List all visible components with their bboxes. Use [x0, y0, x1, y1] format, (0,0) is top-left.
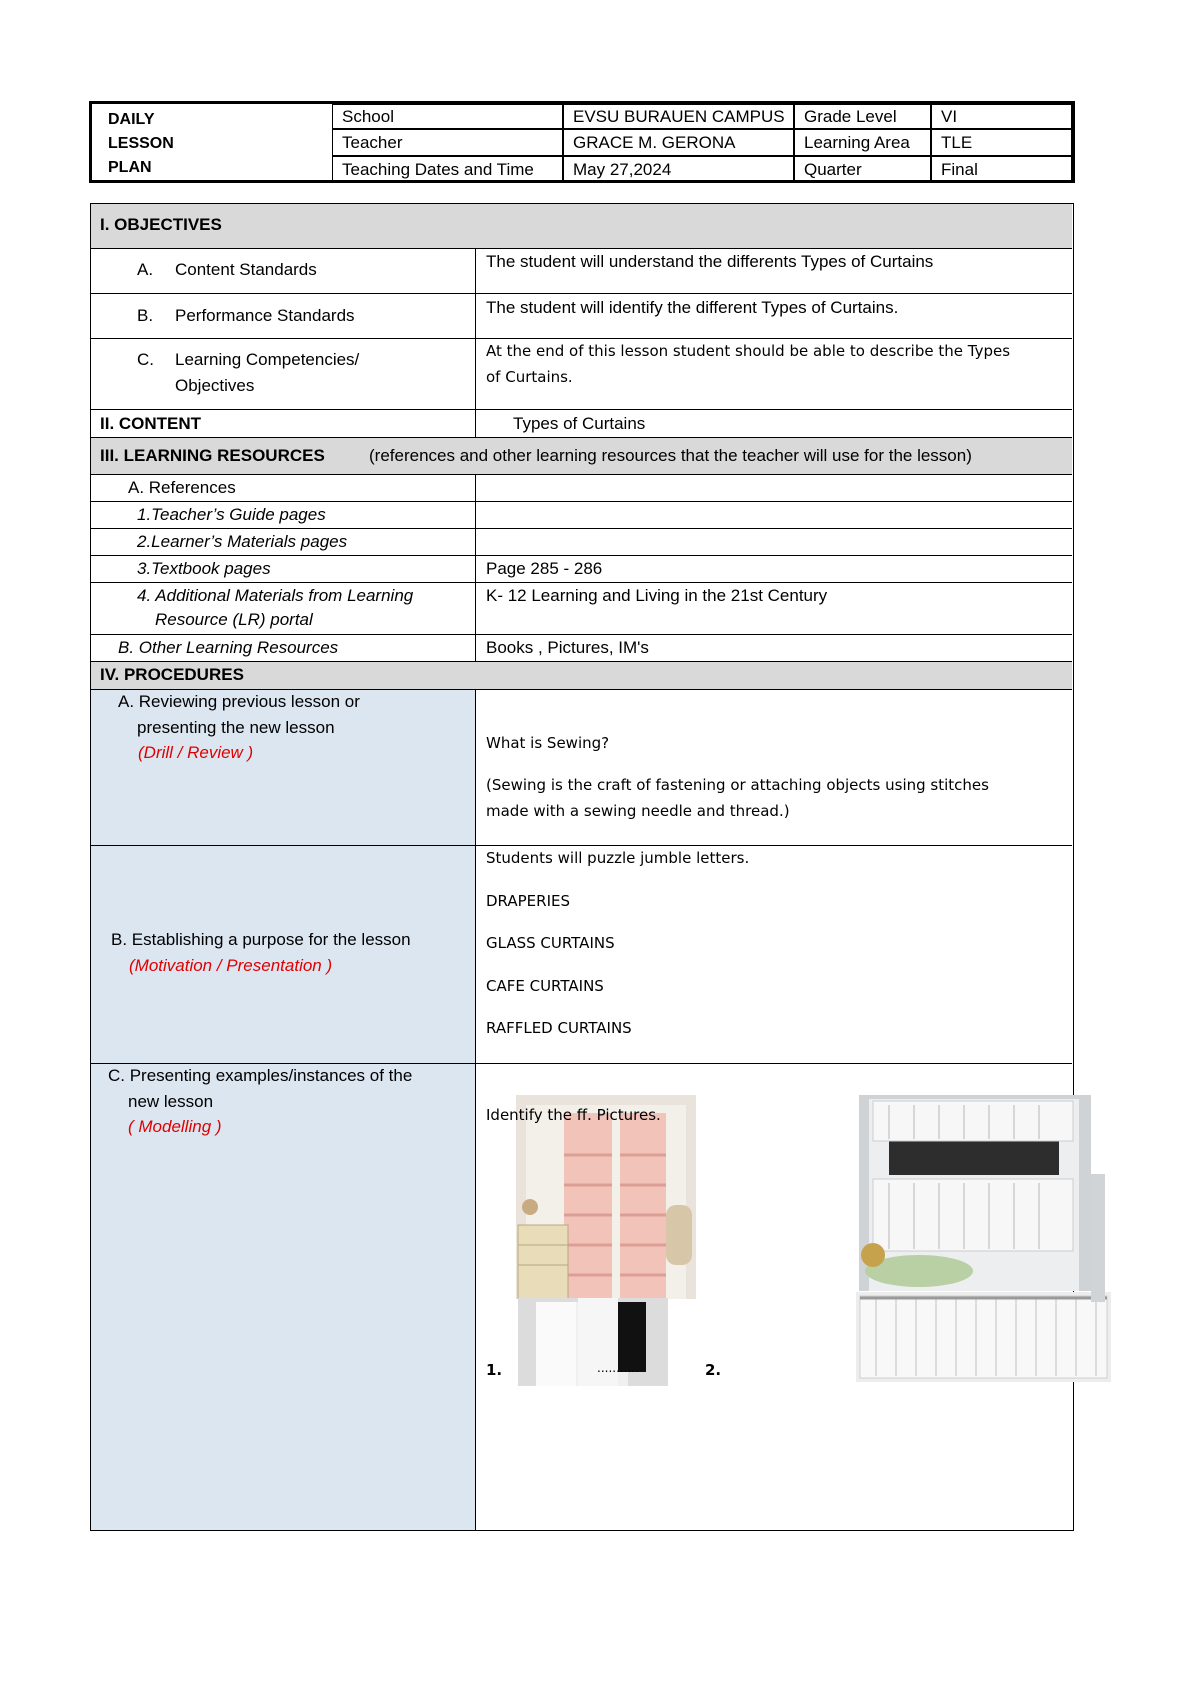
- content-value: Types of Curtains: [513, 414, 646, 433]
- answer-blank-1: ...........: [597, 1361, 639, 1375]
- learning-area-value: TLE: [931, 129, 1072, 156]
- learning-competencies-title-2: Objectives: [175, 376, 255, 395]
- quarter-label: Quarter: [794, 156, 931, 181]
- sewing-answer-2: made with a sewing needle and thread.): [486, 802, 790, 820]
- learning-resources-note: (references and other learning resources that the teacher will use for the lesson): [369, 446, 972, 465]
- teachers-guide-row: [91, 502, 1072, 529]
- procedure-a-row: [91, 690, 1072, 846]
- procedure-b-row: [91, 846, 1072, 1064]
- additional-materials-row: [91, 583, 1072, 635]
- pink-ruffled-curtain-image: [516, 1095, 696, 1299]
- sewing-answer-1: (Sewing is the craft of fastening or attaching objects using stitches: [486, 776, 989, 794]
- teachers-guide-label: 1.Teacher’s Guide pages: [137, 505, 326, 524]
- jumble-word: CAFE CURTAINS: [486, 977, 604, 995]
- white-blackout-curtain-image: [518, 1298, 668, 1386]
- image-edge: [1091, 1174, 1105, 1302]
- procedure-b-label-cell: [91, 846, 475, 1063]
- procedures-heading: IV. PROCEDURES: [100, 665, 244, 684]
- procedure-c-title-2: new lesson: [128, 1092, 214, 1111]
- grade-level-label: Grade Level: [794, 104, 931, 129]
- lesson-plan-table: [90, 203, 1074, 1531]
- jumble-word: GLASS CURTAINS: [486, 934, 615, 952]
- school-value: EVSU BURAUEN CAMPUS: [563, 104, 794, 129]
- learning-resources-heading: III. LEARNING RESOURCES: [100, 446, 325, 465]
- performance-standards-marker: B.: [137, 306, 154, 325]
- sheer-glass-curtain-image: [856, 1292, 1111, 1382]
- column-divider: [475, 249, 476, 438]
- quarter-value: Final: [931, 156, 1072, 181]
- procedure-a-note: (Drill / Review ): [138, 743, 254, 762]
- references-label: A. References: [128, 478, 236, 497]
- jumble-word: RAFFLED CURTAINS: [486, 1019, 632, 1037]
- performance-standards-text: The student will identify the different Types of Curtains.: [486, 298, 899, 317]
- lesson-plan-title: DAILY LESSON PLAN: [108, 111, 174, 176]
- learning-competencies-row: [91, 339, 1072, 410]
- procedure-b-note: (Motivation / Presentation ): [129, 956, 333, 975]
- identify-pictures-instruction: Identify the ff. Pictures.: [486, 1106, 661, 1124]
- other-resources-value: Books , Pictures, IM's: [486, 638, 649, 657]
- performance-standards-row: [91, 294, 1072, 339]
- teacher-value: GRACE M. GERONA: [563, 129, 794, 156]
- lesson-plan-header: [89, 101, 1075, 183]
- school-label: School: [332, 104, 563, 129]
- textbook-label: 3.Textbook pages: [137, 559, 271, 578]
- textbook-value: Page 285 - 286: [486, 559, 603, 578]
- procedure-a-title-2: presenting the new lesson: [137, 718, 335, 737]
- column-divider: [475, 475, 476, 662]
- learning-resources-heading-row: [91, 438, 1072, 475]
- jumble-word: DRAPERIES: [486, 892, 570, 910]
- content-standards-title: Content Standards: [175, 260, 317, 279]
- objectives-heading-row: [91, 204, 1072, 249]
- sewing-question: What is Sewing?: [486, 734, 610, 752]
- content-standards-text: The student will understand the differents Types of Curtains: [486, 252, 934, 271]
- procedure-c-row: [91, 1064, 1072, 1530]
- learning-competencies-marker: C.: [137, 350, 154, 369]
- column-divider: [475, 690, 476, 1530]
- learning-competencies-text-2: of Curtains.: [486, 368, 573, 386]
- additional-materials-value: K- 12 Learning and Living in the 21st Century: [486, 586, 828, 605]
- objectives-heading: I. OBJECTIVES: [100, 215, 222, 234]
- procedure-b-title: B. Establishing a purpose for the lesson: [111, 930, 411, 949]
- procedure-c-note: ( Modelling ): [128, 1117, 222, 1136]
- learning-competencies-title-1: Learning Competencies/: [175, 350, 360, 369]
- procedures-heading-row: [91, 662, 1072, 690]
- dates-label: Teaching Dates and Time: [332, 156, 563, 181]
- grade-level-value: VI: [931, 104, 1072, 129]
- content-heading: II. CONTENT: [100, 414, 202, 433]
- additional-materials-label-2: Resource (LR) portal: [155, 610, 313, 629]
- procedure-a-title-1: A. Reviewing previous lesson or: [118, 692, 360, 711]
- jumble-intro: Students will puzzle jumble letters.: [486, 849, 750, 867]
- dates-value: May 27,2024: [563, 156, 794, 181]
- procedure-a-label-cell: [91, 690, 475, 845]
- references-row: [91, 475, 1072, 502]
- content-standards-row: [91, 249, 1072, 294]
- procedure-c-title-1: C. Presenting examples/instances of the: [108, 1066, 413, 1085]
- teacher-label: Teacher: [332, 129, 563, 156]
- learners-materials-label: 2.Learner’s Materials pages: [137, 532, 348, 551]
- picture-number-1: 1.: [486, 1361, 503, 1379]
- performance-standards-title: Performance Standards: [175, 306, 355, 325]
- picture-number-2: 2.: [705, 1361, 722, 1379]
- other-resources-row: [91, 635, 1072, 662]
- lace-cafe-curtain-image: [859, 1095, 1091, 1291]
- content-standards-marker: A.: [137, 260, 154, 279]
- learning-area-label: Learning Area: [794, 129, 931, 156]
- other-resources-label: B. Other Learning Resources: [118, 638, 339, 657]
- learners-materials-row: [91, 529, 1072, 556]
- additional-materials-label-1: 4. Additional Materials from Learning: [137, 586, 414, 605]
- content-row: [91, 410, 1072, 438]
- learning-competencies-text-1: At the end of this lesson student should be able to describe the Types: [486, 342, 1011, 360]
- textbook-row: [91, 556, 1072, 583]
